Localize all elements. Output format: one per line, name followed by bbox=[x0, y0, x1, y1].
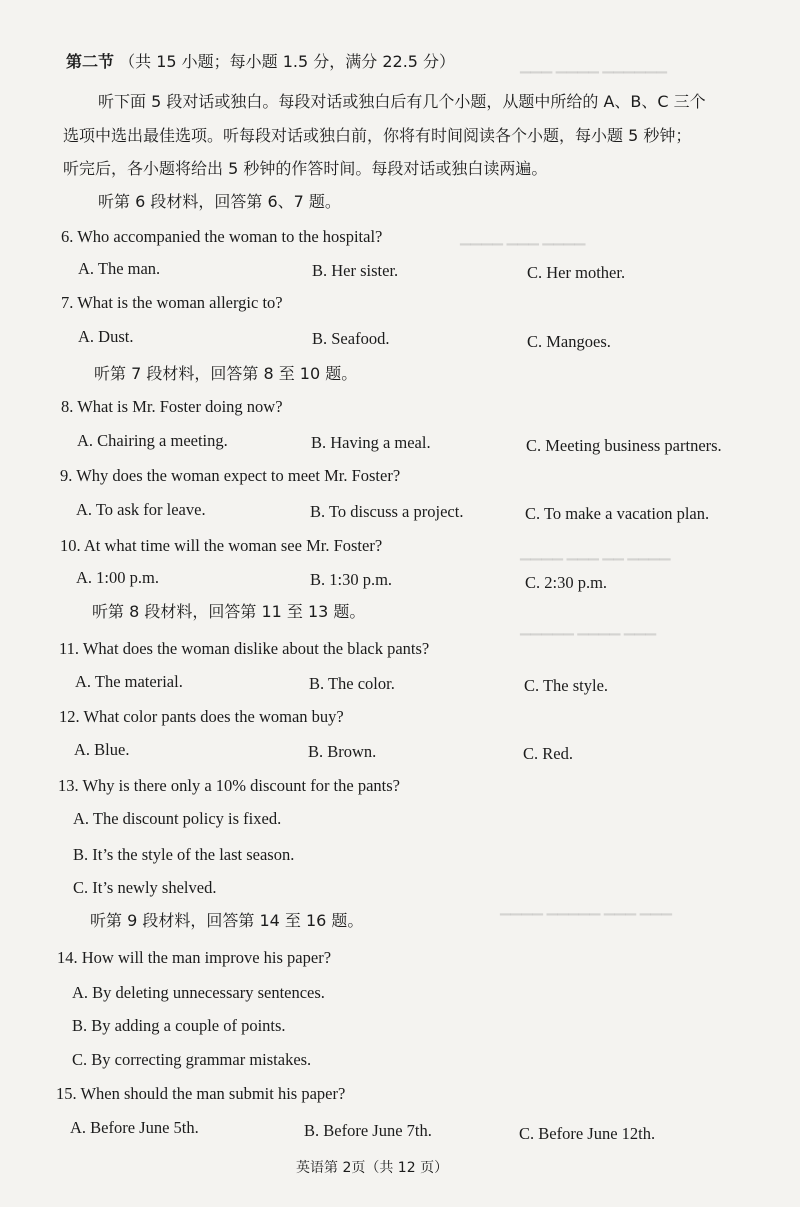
option-b: B. Having a meal. bbox=[311, 433, 431, 452]
option-b: B. Brown. bbox=[308, 742, 377, 761]
option-a: A. The discount policy is fixed. bbox=[73, 809, 282, 828]
option-a: A. Blue. bbox=[74, 740, 130, 759]
option-b: B. The color. bbox=[309, 674, 395, 693]
instruction-line: 听完后，各小题将给出 5 秒钟的作答时间。每段对话或独白读两遍。 bbox=[63, 159, 548, 178]
question-stem: 14. How will the man improve his paper? bbox=[57, 948, 332, 967]
bleed-through-text: ▁▁▁ ▁▁▁▁ ▁▁▁▁▁▁ bbox=[520, 59, 667, 74]
option-a: A. The man. bbox=[78, 259, 161, 278]
option-c: C. It’s newly shelved. bbox=[73, 878, 217, 897]
option-c: C. Before June 12th. bbox=[519, 1124, 656, 1143]
option-a: A. Chairing a meeting. bbox=[77, 431, 228, 450]
section-header bbox=[66, 52, 455, 72]
question-stem: 6. Who accompanied the woman to the hospital? bbox=[61, 227, 383, 246]
option-b: B. Before June 7th. bbox=[304, 1121, 432, 1140]
option-c: C. Red. bbox=[523, 744, 573, 763]
section-info: （共 15 小题；每小题 1.5 分，满分 22.5 分） bbox=[119, 52, 456, 71]
bleed-through-text: ▁▁▁▁▁ ▁▁▁▁ ▁▁▁ bbox=[520, 621, 657, 636]
option-a: A. 1:00 p.m. bbox=[76, 568, 159, 587]
question-stem: 12. What color pants does the woman buy? bbox=[59, 707, 344, 726]
option-c: C. Her mother. bbox=[527, 263, 626, 282]
option-c: C. Meeting business partners. bbox=[526, 436, 722, 455]
bleed-through-text: ▁▁▁▁ ▁▁▁ ▁▁▁▁ bbox=[460, 231, 586, 246]
question-stem: 9. Why does the woman expect to meet Mr. Foster? bbox=[60, 466, 401, 485]
question-stem: 13. Why is there only a 10% discount for the pants? bbox=[58, 776, 400, 795]
option-b: B. By adding a couple of points. bbox=[72, 1016, 286, 1035]
instruction-line: 选项中选出最佳选项。听每段对话或独白前，你将有时间阅读各个小题，每小题 5 秒钟； bbox=[63, 126, 692, 145]
group-heading: 听第 8 段材料，回答第 11 至 13 题。 bbox=[92, 602, 366, 621]
option-c: C. 2:30 p.m. bbox=[525, 573, 608, 592]
group-heading: 听第 7 段材料，回答第 8 至 10 题。 bbox=[94, 364, 358, 383]
group-heading: 听第 6 段材料，回答第 6、7 题。 bbox=[98, 192, 341, 211]
question-stem: 11. What does the woman dislike about the black pants? bbox=[59, 639, 430, 658]
option-b: B. 1:30 p.m. bbox=[310, 570, 393, 589]
instruction-line: 听下面 5 段对话或独白。每段对话或独白后有几个小题，从题中所给的 A、B、C 三个 bbox=[98, 92, 706, 111]
option-a: A. Before June 5th. bbox=[70, 1118, 199, 1137]
option-c: C. To make a vacation plan. bbox=[525, 504, 710, 523]
option-a: A. The material. bbox=[75, 672, 183, 691]
question-stem: 15. When should the man submit his paper? bbox=[56, 1084, 346, 1103]
question-stem: 8. What is Mr. Foster doing now? bbox=[61, 397, 283, 416]
option-b: B. Seafood. bbox=[312, 329, 390, 348]
option-b: B. Her sister. bbox=[312, 261, 399, 280]
option-a: A. To ask for leave. bbox=[76, 500, 206, 519]
option-a: A. Dust. bbox=[78, 327, 134, 346]
bleed-through-text: ▁▁▁▁ ▁▁▁▁▁ ▁▁▁ ▁▁▁ bbox=[500, 901, 672, 916]
option-c: C. Mangoes. bbox=[527, 332, 611, 351]
option-c: C. The style. bbox=[524, 676, 609, 695]
question-stem: 10. At what time will the woman see Mr. Foster? bbox=[60, 536, 383, 555]
page-footer: 英语第 2页（共 12 页） bbox=[296, 1160, 449, 1176]
option-b: B. It’s the style of the last season. bbox=[73, 845, 295, 864]
group-heading: 听第 9 段材料，回答第 14 至 16 题。 bbox=[90, 911, 364, 930]
bleed-through-text: ▁▁▁▁ ▁▁▁ ▁▁ ▁▁▁▁ bbox=[520, 546, 671, 561]
option-a: A. By deleting unnecessary sentences. bbox=[72, 983, 325, 1002]
option-b: B. To discuss a project. bbox=[310, 502, 464, 521]
option-c: C. By correcting grammar mistakes. bbox=[72, 1050, 312, 1069]
question-stem: 7. What is the woman allergic to? bbox=[61, 293, 283, 312]
section-title: 第二节 bbox=[66, 52, 115, 71]
